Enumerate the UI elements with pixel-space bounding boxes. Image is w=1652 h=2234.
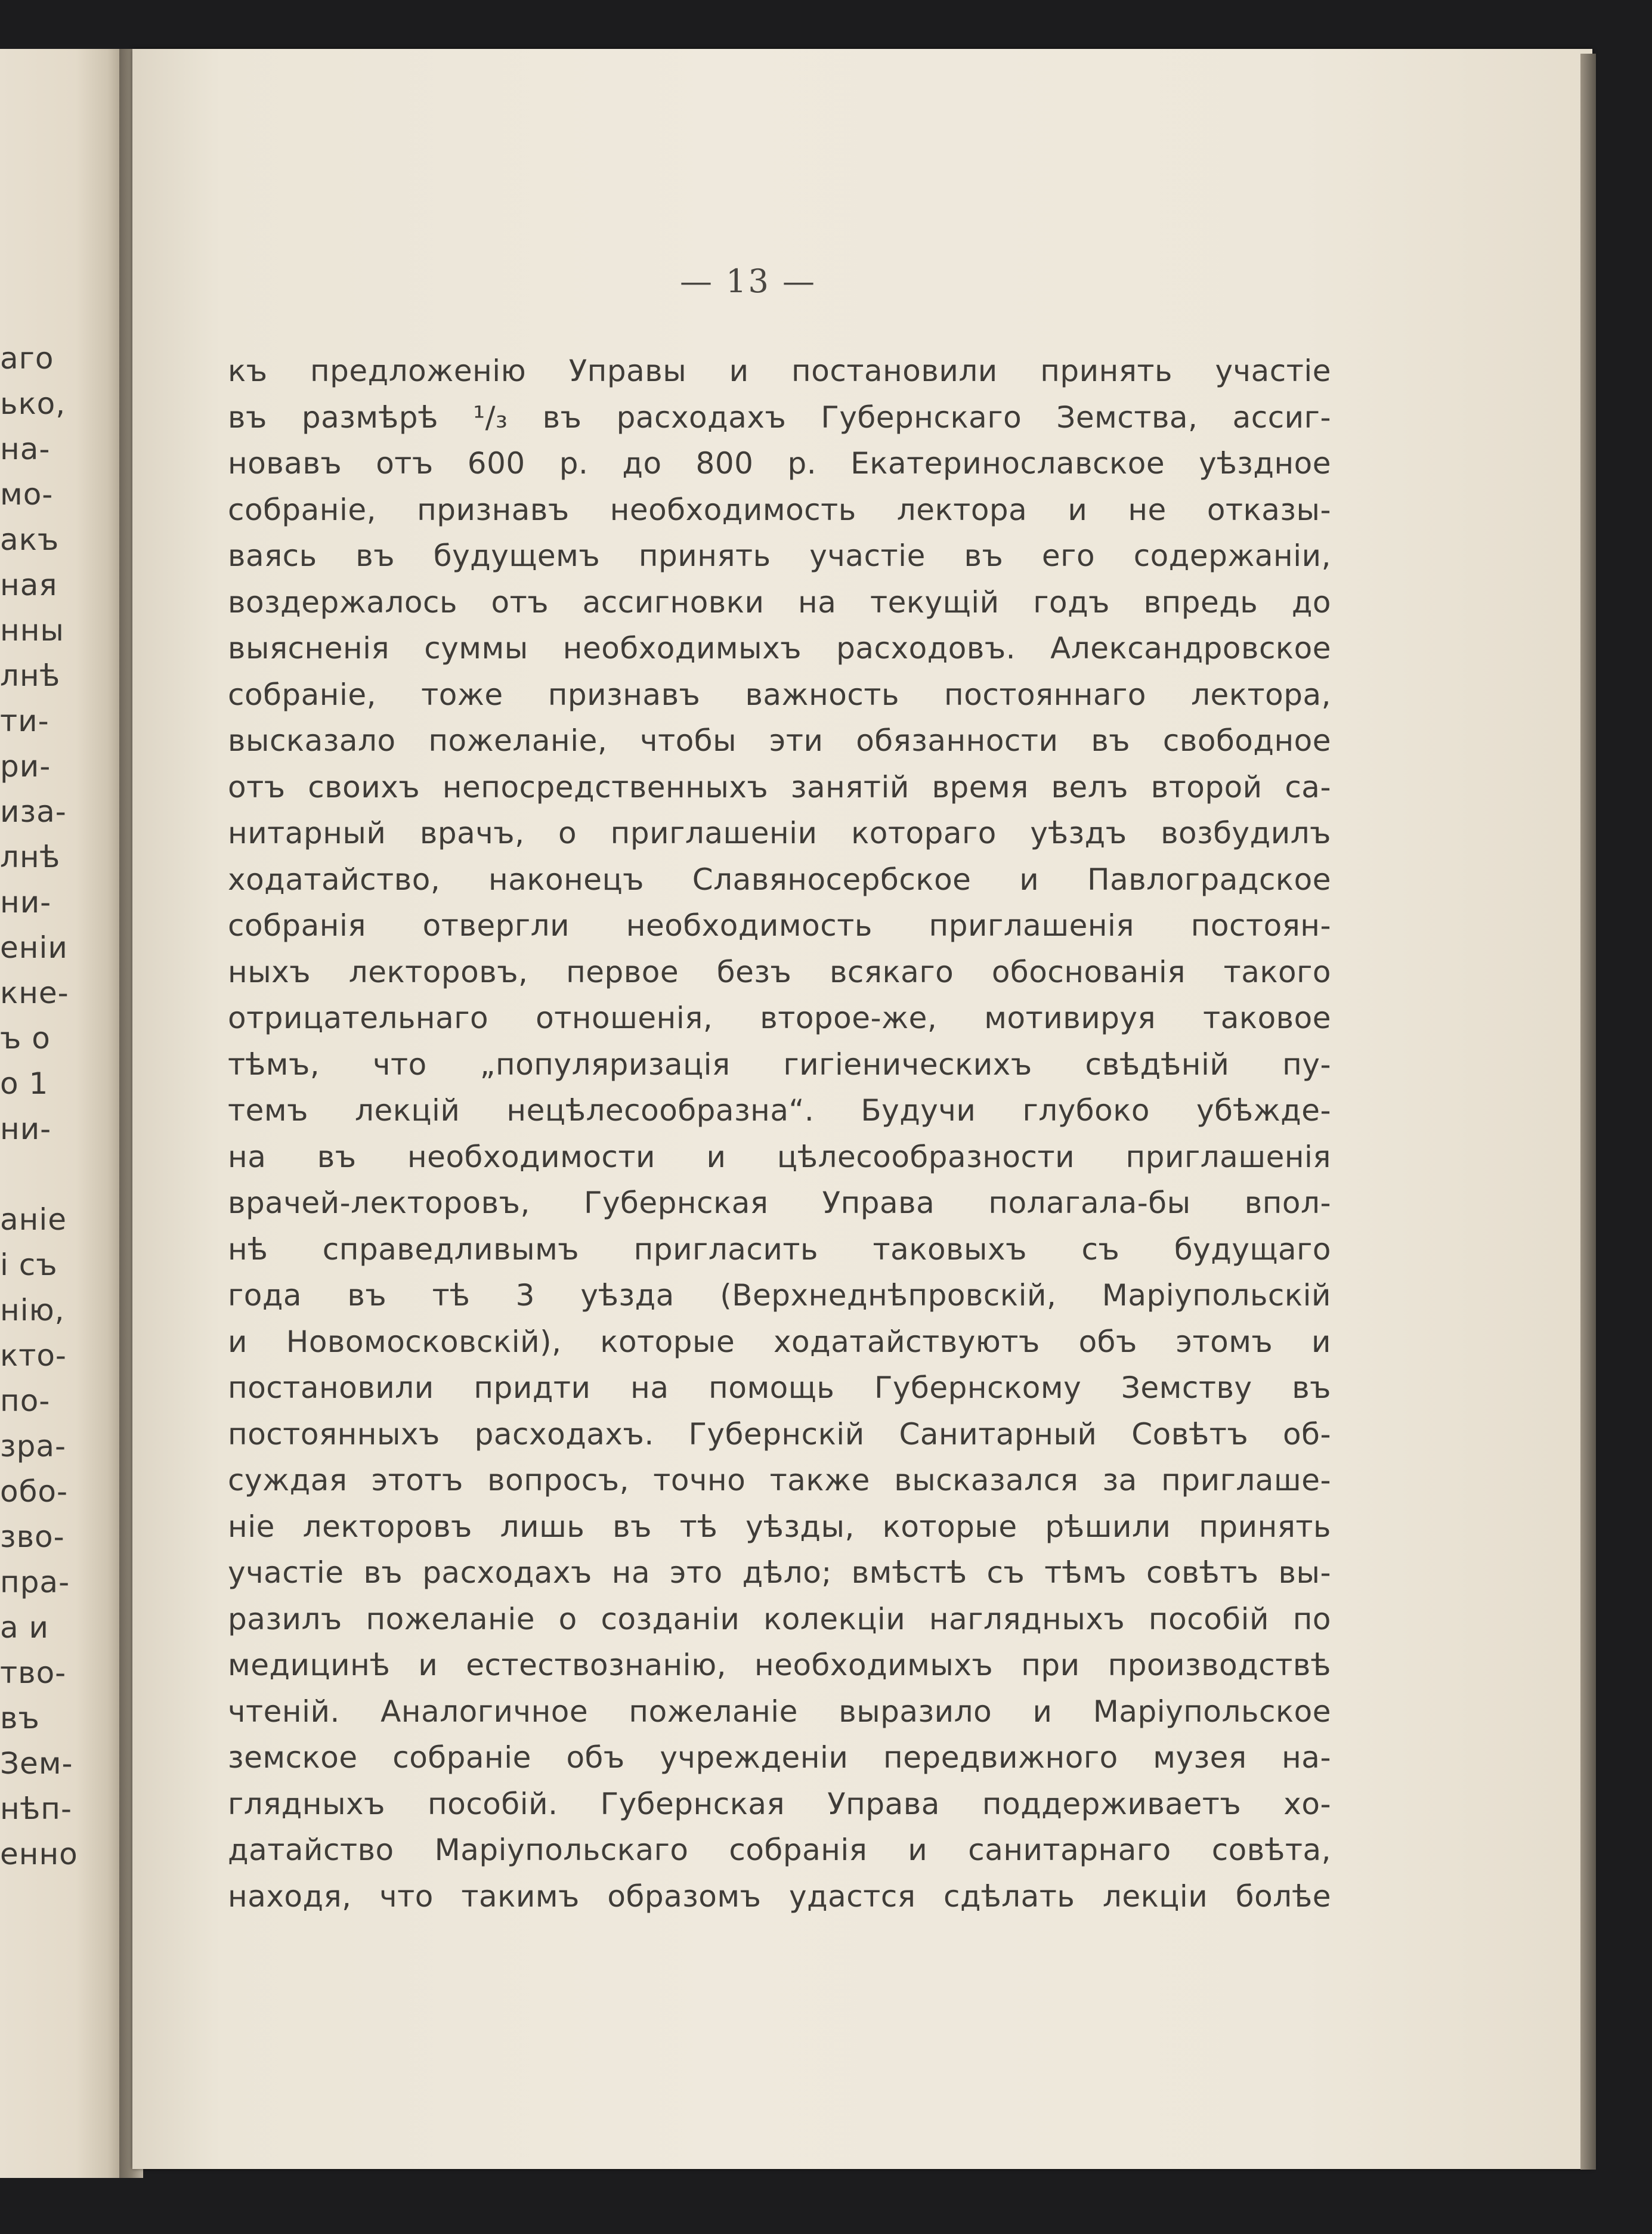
left-page-fragment: ъ о [0, 1021, 51, 1056]
text-line: участіе въ расходахъ на это дѣло; вмѣстѣ съ тѣмъ совѣтъ вы- [228, 1555, 1331, 1590]
left-page-fragment: ри- [0, 749, 51, 784]
text-line: нѣ справедливымъ пригласить таковыхъ съ будущаго [228, 1232, 1331, 1267]
text-line: темъ лекцій нецѣлесообразна“. Будучи глубоко убѣжде- [228, 1093, 1331, 1128]
left-page-fragment: обо- [0, 1474, 69, 1509]
text-line: къ предложенію Управы и постановили принять участіе [228, 354, 1331, 388]
left-page-fragment: ько, [0, 386, 66, 421]
text-line: врачей-лекторовъ, Губернская Управа полагала-бы впол- [228, 1186, 1331, 1220]
text-line: чтеній. Аналогичное пожеланіе выразило и Маріупольское [228, 1694, 1331, 1729]
text-line: разилъ пожеланіе о созданіи колекціи наглядныхъ пособій по [228, 1601, 1331, 1636]
left-page-fragment: пра- [0, 1565, 70, 1599]
text-line: въ размѣрѣ ¹/₃ въ расходахъ Губернскаго Земства, ассиг- [228, 400, 1331, 435]
text-line: суждая этотъ вопросъ, точно также высказался за приглаше- [228, 1463, 1331, 1497]
text-line: глядныхъ пособій. Губернская Управа поддерживаетъ хо- [228, 1786, 1331, 1821]
left-page-fragment: а и [0, 1610, 50, 1645]
text-line: датайство Маріупольскаго собранія и санитарнаго совѣта, [228, 1833, 1331, 1867]
left-page-fragment: ни- [0, 885, 52, 920]
left-page [0, 49, 126, 2178]
left-page-fragment: нны [0, 613, 64, 648]
left-page-fragment: кне- [0, 976, 69, 1010]
text-line: выясненія суммы необходимыхъ расходовъ. Александровское [228, 631, 1331, 666]
text-line: земское собраніе объ учрежденіи передвижного музея на- [228, 1740, 1331, 1775]
page-edge [1580, 54, 1596, 2170]
left-page-fragment: ти- [0, 704, 50, 738]
left-page-fragment: на- [0, 432, 51, 466]
left-page-fragment: еніи [0, 930, 68, 965]
left-page-fragment: ни- [0, 1112, 52, 1146]
text-line: постоянныхъ расходахъ. Губернскій Санитарный Совѣтъ об- [228, 1416, 1331, 1452]
text-line: тѣмъ, что „популяризація гигіеническихъ свѣдѣній пу- [228, 1047, 1331, 1082]
left-page-fragment: і съ [0, 1248, 58, 1282]
left-page-fragment: зво- [0, 1520, 65, 1554]
left-page-fragment: кто- [0, 1338, 67, 1373]
text-line: ныхъ лекторовъ, первое безъ всякаго обоснованія такого [228, 954, 1331, 989]
left-page-fragment: акъ [0, 522, 60, 557]
left-page-fragment: по- [0, 1384, 51, 1418]
text-line: ходатайство, наконецъ Славяносербское и Павлоградское [228, 862, 1331, 897]
left-page-fragment: въ [0, 1701, 40, 1735]
text-line: и Новомосковскій), которые ходатайствуютъ объ этомъ и [228, 1324, 1331, 1359]
text-line: ніе лекторовъ лишь въ тѣ уѣзды, которые рѣшили принять [228, 1509, 1331, 1544]
left-page-fragment: мо- [0, 477, 54, 512]
text-line: нитарный врачъ, о приглашеніи котораго уѣздъ возбудилъ [228, 816, 1331, 850]
text-line: высказало пожеланіе, чтобы эти обязанности въ свободное [228, 723, 1331, 758]
text-line: ваясь въ будущемъ принять участіе въ его содержаніи, [228, 539, 1331, 573]
left-page-fragment: лнѣ [0, 840, 61, 874]
body-text [228, 348, 1331, 1920]
text-line: постановили придти на помощь Губернскому Земству въ [228, 1370, 1331, 1405]
left-page-fragment: нѣп- [0, 1791, 73, 1826]
left-page-fragment: тво- [0, 1656, 67, 1690]
left-page-fragment: иза- [0, 794, 67, 829]
page-number: — 13 — [680, 262, 817, 300]
left-page-fragment: ная [0, 568, 58, 602]
text-line: воздержалось отъ ассигновки на текущій годъ впредь до [228, 584, 1331, 620]
text-line: собраніе, тоже признавъ важность постояннаго лектора, [228, 677, 1331, 712]
left-page-fragment: Зем- [0, 1746, 73, 1781]
left-page-fragment: о 1 [0, 1066, 49, 1101]
text-line: собраніе, признавъ необходимость лектора и не отказы- [228, 492, 1331, 527]
left-page-fragment: енно [0, 1837, 78, 1871]
left-page-fragment: зра- [0, 1429, 67, 1463]
left-page-fragment: нію, [0, 1293, 65, 1328]
text-line: новавъ отъ 600 р. до 800 р. Екатеринославское уѣздное [228, 446, 1331, 481]
left-page-fragment: аніе [0, 1202, 67, 1237]
text-line: отрицательнаго отношенія, второе-же, мотивируя таковое [228, 1001, 1331, 1035]
text-line: собранія отвергли необходимость приглашенія постоян- [228, 908, 1331, 943]
text-line: на въ необходимости и цѣлесообразности приглашенія [228, 1139, 1331, 1174]
text-line: медицинѣ и естествознанію, необходимыхъ при производствѣ [228, 1648, 1331, 1682]
left-page-fragment: аго [0, 341, 54, 376]
left-page-fragment: лнѣ [0, 658, 61, 693]
text-line: года въ тѣ 3 уѣзда (Верхнеднѣпровскій, Маріупольскій [228, 1278, 1331, 1313]
text-line: отъ своихъ непосредственныхъ занятій время велъ второй са- [228, 769, 1331, 805]
text-line: находя, что такимъ образомъ удастся сдѣлать лекціи болѣе [228, 1879, 1331, 1914]
